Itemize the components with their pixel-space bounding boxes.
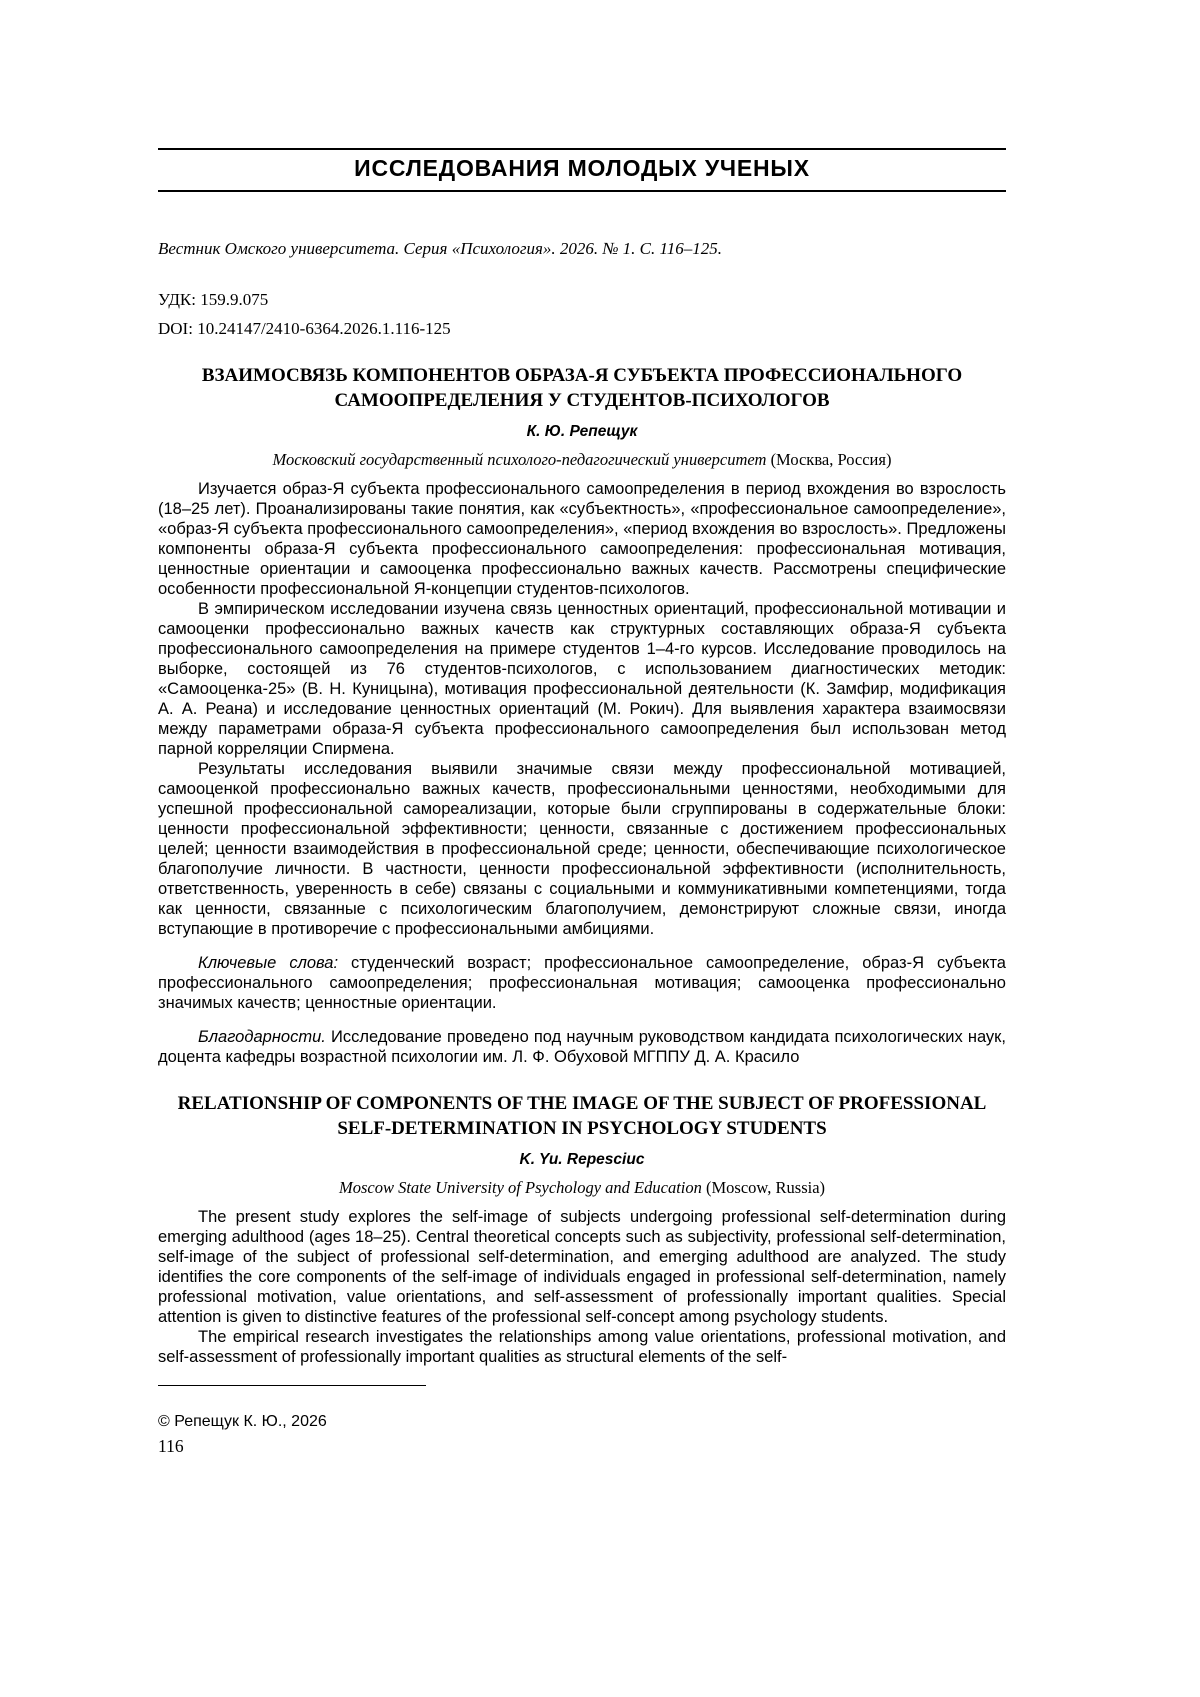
doi-code: DOI: 10.24147/2410-6364.2026.1.116-125 (158, 319, 451, 338)
footnote-rule (158, 1385, 426, 1386)
author-name-ru: К. Ю. Репещук (526, 423, 638, 440)
abstract-ru-paragraph-2: В эмпирическом исследовании изучена связь ценностных ориентаций, профессиональной мотивации и самооценки профессионально важных качеств как структурных составляющих образа-Я субъекта профессионального самоопределения на примере студентов 1–4-го курсов. Исследование проводилось на выборке, состоящей из 76 студентов-психологов, с использованием диагностических методик: «Самооценка-25» (В. Н. Куницына), мотивация профессиональной деятельности (К. Замфир, модификация А. А. Реана) и исследование ценностных ориентаций (М. Рокич). Для выявления характера взаимосвязи между параметрами образа-Я субъекта профессионального самоопределения был использован метод парной корреляции Спирмена. (158, 600, 1006, 758)
acknowledgments-text: Исследование проведено под научным руководством кандидата психологических наук, доцента кафедры возрастной психологии им. Л. Ф. Обуховой МГППУ Д. А. Красило (158, 1028, 1006, 1066)
keywords-text: студенческий возраст; профессиональное самоопределение, образ-Я субъекта профессионального самоопределения; профессиональная мотивация; самооценка профессионально значимых качеств; ценностные ориентации. (158, 954, 1006, 1012)
affiliation-ru-institution: Московский государственный психолого-педагогический университет (272, 450, 767, 469)
acknowledgments-label: Благодарности. (198, 1028, 326, 1046)
journal-citation: Вестник Омского университета. Серия «Психология». 2026. № 1. С. 116–125. (158, 239, 722, 258)
abstract-ru-paragraph-1: Изучается образ-Я субъекта профессионального самоопределения в период вхождения во взрослость (18–25 лет). Проанализированы такие понятия, как «субъектность», «профессиональное самоопределение», «образ-Я субъекта профессионального самоопределения», «период вхождения во взрослость». Предложены компоненты образа-Я субъекта профессионального самоопределения: профессиональная мотивация, ценностные ориентации и самооценка профессионально важных качеств. Рассмотрены специфические особенности профессиональной Я-концепции студентов-психологов. (158, 480, 1006, 598)
author-name-en: K. Yu. Repesciuc (519, 1151, 645, 1168)
affiliation-en (158, 1177, 1006, 1198)
abstract-en-paragraph-1: The present study explores the self-image of subjects undergoing professional self-determination during emerging adulthood (ages 18–25). Central theoretical concepts such as subjectivity, professional self-determination, self-image of the subject of professional self-determination, and emerging adulthood are analyzed. The study identifies the core components of the self-image of individuals engaged in professional self-determination, namely professional motivation, value orientations, and self-assessment of professionally important qualities. Special attention is given to distinctive features of the professional self-concept among psychology students. (158, 1208, 1006, 1326)
abstract-ru-paragraph-3: Результаты исследования выявили значимые связи между профессиональной мотивацией, самооценкой профессионально важных качеств, профессиональными ценностями, необходимыми для успешной профессиональной самореализации, которые были сгруппированы в содержательные блоки: ценности профессиональной эффективности; ценности, связанные с достижением профессиональных целей; ценности взаимодействия в профессиональной среде; ценности, обеспечивающие психологическое благополучие личности. В частности, ценности профессиональной эффективности (исполнительность, ответственность, уверенность в себе) связаны с социальными и коммуникативными компетенциями, тогда как ценности, связанные с психологическим благополучием, демонстрируют сложные связи, иногда вступающие в противоречие с профессиональными амбициями. (158, 760, 1006, 938)
abstract-en (158, 1207, 1006, 1367)
article-title-ru: ВЗАИМОСВЯЗЬ КОМПОНЕНТОВ ОБРАЗА-Я СУБЪЕКТА ПРОФЕССИОНАЛЬНОГО САМООПРЕДЕЛЕНИЯ У СТУДЕНТОВ-ПСИХОЛОГОВ (201, 365, 963, 411)
affiliation-en-institution: Moscow State University of Psychology and Education (338, 1178, 702, 1197)
affiliation-ru-location: (Москва, Россия) (766, 450, 892, 469)
acknowledgments (158, 1027, 1006, 1067)
udk-code: УДК: 159.9.075 (158, 290, 269, 309)
section-header-band (158, 148, 1006, 192)
affiliation-ru (158, 449, 1006, 470)
article-title-en: RELATIONSHIP OF COMPONENTS OF THE IMAGE OF THE SUBJECT OF PROFESSIONAL SELF-DETERMINATION IN PSYCHOLOGY STUDENTS (177, 1093, 987, 1139)
affiliation-en-location: (Moscow, Russia) (701, 1178, 826, 1197)
abstract-en-paragraph-2: The empirical research investigates the relationships among value orientations, professional motivation, and self-assessment of professionally important qualities as structural elements of the self- (158, 1328, 1006, 1366)
abstract-ru (158, 479, 1006, 939)
section-title: ИССЛЕДОВАНИЯ МОЛОДЫХ УЧЕНЫХ (354, 155, 810, 181)
page-number: 116 (158, 1436, 184, 1456)
page-content (158, 0, 1006, 1457)
keywords-ru (158, 953, 1006, 1013)
copyright-line: © Репещук К. Ю., 2026 (158, 1413, 327, 1430)
keywords-label: Ключевые слова: (198, 954, 339, 972)
page-footer (158, 1385, 1006, 1457)
